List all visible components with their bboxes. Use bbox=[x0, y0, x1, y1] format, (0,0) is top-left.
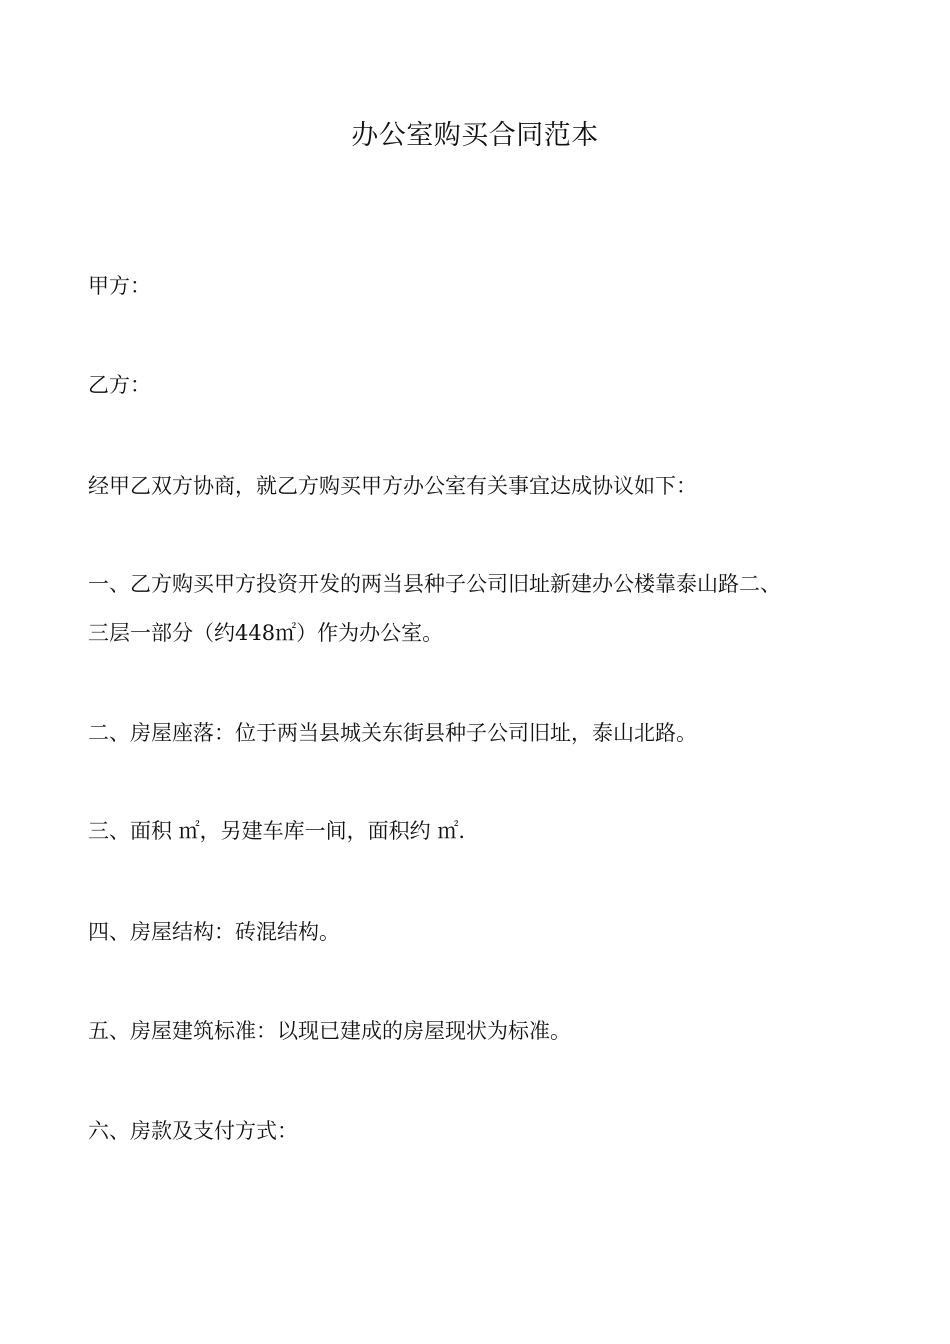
clause-3: 三、面积 ㎡，另建车库一间，面积约 ㎡. bbox=[88, 819, 466, 843]
clause-1-line-1: 一、乙方购买甲方投资开发的两当县种子公司旧址新建办公楼靠泰山路二、 bbox=[88, 572, 781, 596]
clause-6: 六、房款及支付方式： bbox=[88, 1119, 298, 1143]
party-a-line: 甲方： bbox=[88, 274, 151, 298]
clause-1-line-2: 三层一部分（约448㎡）作为办公室。 bbox=[88, 621, 444, 645]
intro-paragraph: 经甲乙双方协商，就乙方购买甲方办公室有关事宜达成协议如下： bbox=[88, 474, 697, 498]
clause-2: 二、房屋座落：位于两当县城关东街县种子公司旧址，泰山北路。 bbox=[88, 721, 697, 745]
document-title: 办公室购买合同范本 bbox=[351, 120, 599, 151]
party-b-line: 乙方： bbox=[88, 373, 151, 397]
clause-5: 五、房屋建筑标准：以现已建成的房屋现状为标准。 bbox=[88, 1019, 571, 1043]
clause-4: 四、房屋结构：砖混结构。 bbox=[88, 920, 340, 944]
